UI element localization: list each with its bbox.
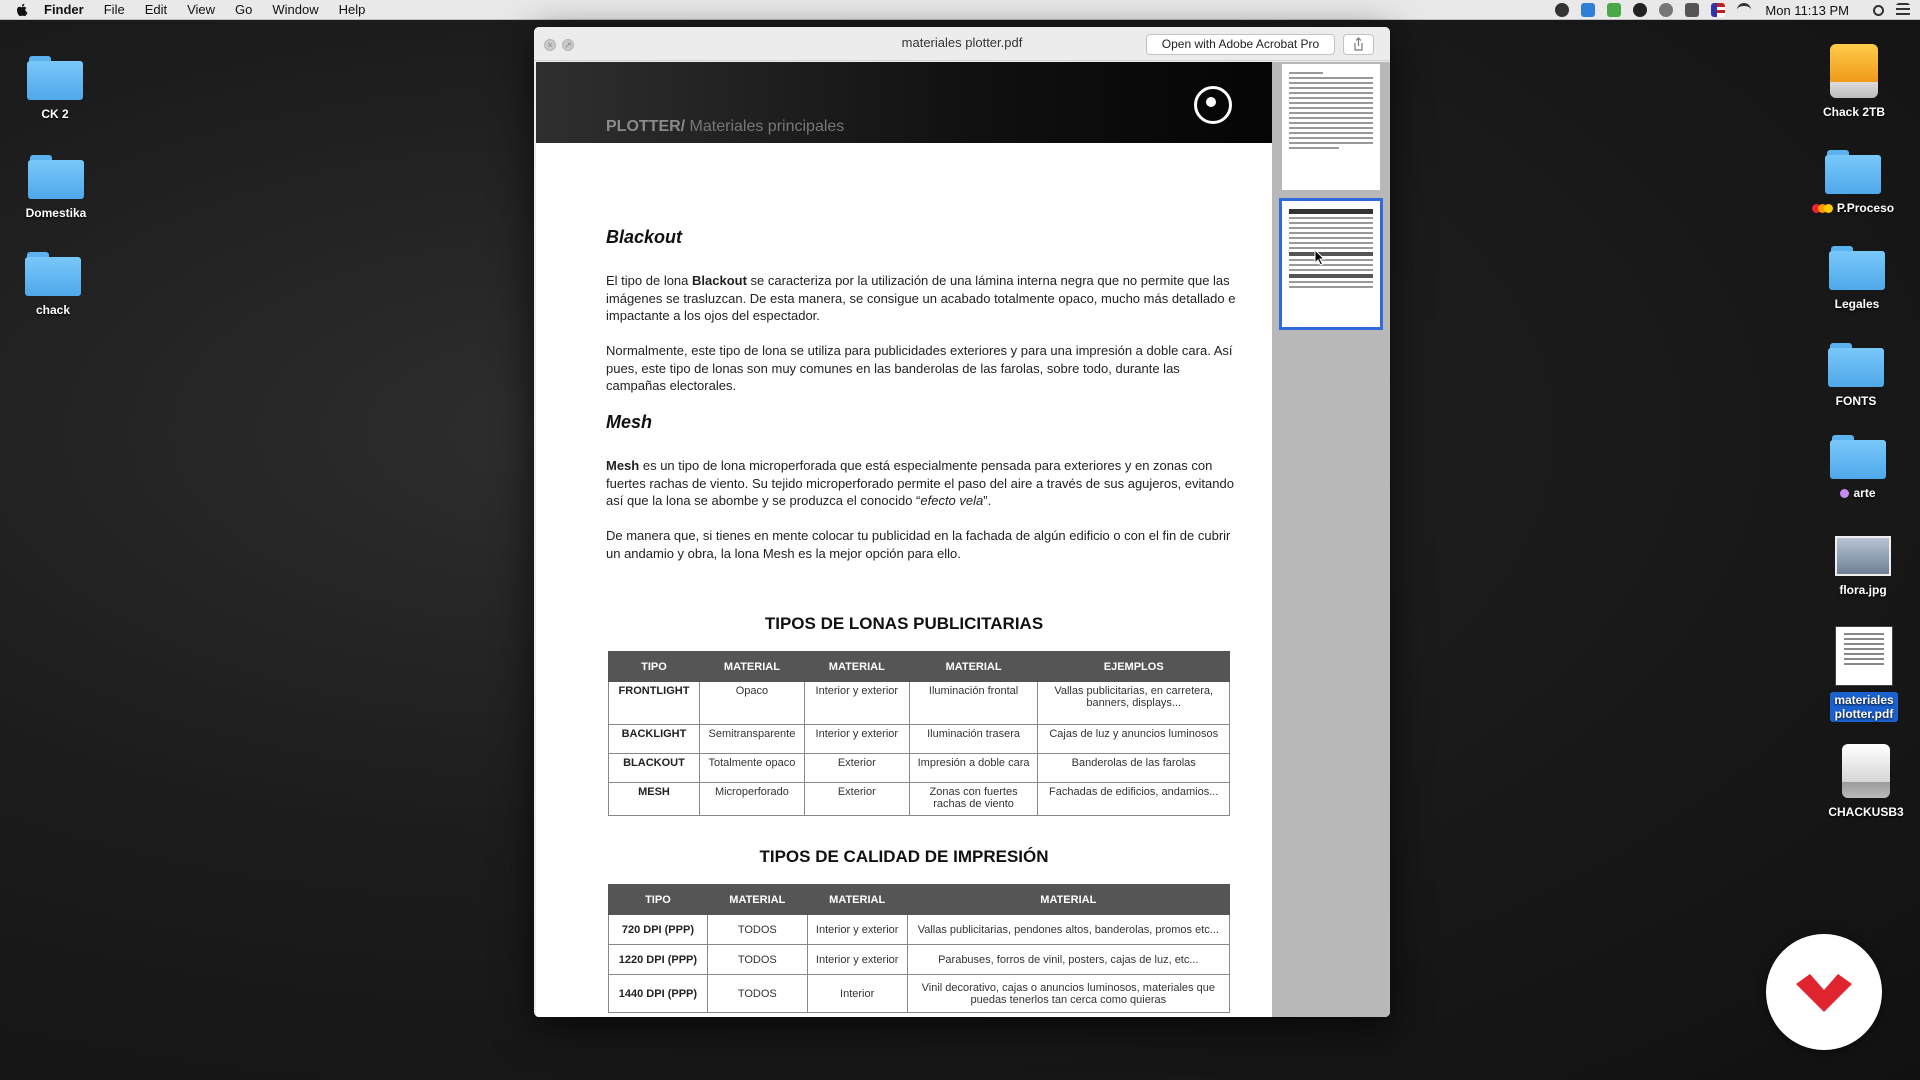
airplay-icon[interactable] — [1685, 3, 1699, 17]
table-cell: TODOS — [707, 915, 807, 945]
domestika-logo-icon — [1766, 934, 1882, 1050]
menu-edit[interactable]: Edit — [144, 2, 168, 17]
table-cell: Zonas con fuertes rachas de viento — [909, 783, 1038, 816]
desktop-icon-label: CK 2 — [41, 107, 69, 121]
table-cell: TODOS — [707, 945, 807, 975]
window-title: materiales plotter.pdf — [901, 35, 1023, 50]
folder-icon — [1830, 435, 1886, 479]
table-cell: Impresión a doble cara — [909, 754, 1038, 783]
paragraph-blackout-2: Normalmente, este tipo de lona se utiliza para publicidades exteriores y para una impresión a doble cara. Así pues, este tipo de lonas son muy comunes en las banderolas de las farolas, sobre todo, durante las campañas electorales. — [606, 343, 1233, 393]
table-cell: Interior — [807, 975, 907, 1013]
table-cell: Semitransparente — [699, 725, 804, 754]
quick-look-window — [534, 27, 1390, 1017]
desktop-icon-label-text: arte — [1853, 486, 1876, 500]
wifi-icon[interactable] — [1737, 3, 1751, 17]
table-row — [609, 682, 1230, 725]
table-cell: Cajas de luz y anuncios luminosos — [1038, 725, 1230, 754]
paragraph-mesh-1 — [606, 457, 1236, 510]
header-title-rest: Materiales principales — [685, 118, 845, 135]
table-cell: Parabuses, forros de vinil, posters, cajas de luz, etc... — [907, 945, 1229, 975]
table-row — [609, 754, 1230, 783]
notification-center-icon[interactable] — [1896, 3, 1910, 17]
desktop-icon-label: Chack 2TB — [1822, 105, 1886, 119]
open-with-acrobat-button[interactable]: Open with Adobe Acrobat Pro — [1146, 34, 1335, 55]
table-header-cell: EJEMPLOS — [1038, 652, 1230, 682]
table-row — [609, 945, 1230, 975]
table-cell: TODOS — [707, 975, 807, 1013]
brand-logo-icon — [1194, 86, 1232, 124]
spotlight-search-icon[interactable] — [1873, 5, 1884, 16]
text: ”. — [983, 493, 992, 508]
skype-icon[interactable] — [1633, 3, 1647, 17]
table-header-row — [609, 652, 1230, 682]
heading-blackout: Blackout — [606, 227, 683, 247]
table-cell: Opaco — [699, 682, 804, 725]
desktop-icon-label: CHACKUSB3 — [1828, 805, 1904, 819]
desktop-folder-chack[interactable] — [3, 252, 103, 318]
table-row — [609, 725, 1230, 754]
table-header-cell: TIPO — [609, 885, 708, 915]
apple-logo-icon[interactable] — [14, 2, 30, 18]
paragraph-blackout-1 — [606, 272, 1236, 325]
desktop-folder-fonts[interactable] — [1806, 343, 1906, 409]
domestika-badge — [1766, 934, 1882, 1050]
text: se caracteriza por la utilización de una lámina interna negra que no permite que las imágenes se trasluzcan. De esta manera, se consigue un acabado totalmente opaco, mucho más detallado e impactante a los ojos del espectador. — [606, 273, 1236, 323]
folder-icon — [25, 252, 81, 296]
quick-look-titlebar — [534, 27, 1390, 61]
text: El tipo de lona — [606, 273, 693, 288]
desktop-drive-chackusb3[interactable] — [1816, 744, 1916, 820]
text-bold: Mesh — [606, 458, 640, 473]
table-header-cell: MATERIAL — [807, 885, 907, 915]
image-thumbnail-icon — [1835, 536, 1891, 576]
table-header-row — [609, 885, 1230, 915]
text: es un tipo de lona microperforada que está especialmente pensada para exteriores y en zonas con fuertes rachas de viento. Su tejido microperforado permite el paso del aire a través de sus agujeros, evitando así que la lona se abombe y se produzca el conocido “ — [606, 458, 1234, 508]
desktop-folder-arte[interactable] — [1808, 435, 1908, 501]
menu-help[interactable]: Help — [338, 2, 366, 17]
external-drive-icon — [1830, 44, 1878, 98]
folder-icon — [1828, 343, 1884, 387]
desktop-icon-label: flora.jpg — [1839, 583, 1887, 597]
document-page[interactable] — [536, 62, 1272, 1017]
desktop-icon-label-text: P.Proceso — [1836, 201, 1895, 215]
tag-purple-icon — [1840, 489, 1849, 498]
table-row — [609, 783, 1230, 816]
usb-drive-icon — [1842, 744, 1890, 798]
desktop-icon-label: chack — [35, 303, 71, 317]
menu-view[interactable]: View — [187, 2, 216, 17]
table-row — [609, 975, 1230, 1013]
desktop-icon-label: FONTS — [1835, 394, 1877, 408]
table-header-cell: MATERIAL — [707, 885, 807, 915]
header-title-bold: PLOTTER/ — [606, 118, 686, 135]
menu-window[interactable]: Window — [272, 2, 319, 17]
desktop-icon-label: materiales plotter.pdf — [1830, 692, 1898, 722]
table-header-cell: MATERIAL — [699, 652, 804, 682]
table-cell: Interior y exterior — [807, 945, 907, 975]
table-lonas — [608, 651, 1230, 816]
table-header-cell: MATERIAL — [907, 885, 1229, 915]
paragraph-mesh-2: De manera que, si tienes en mente colocar tu publicidad en la fachada de algún edificio o con el fin de cubrir un andamio y obra, la lona Mesh es la mejor opción para ello. — [606, 528, 1231, 561]
table-cell: Exterior — [804, 783, 909, 816]
table-cell: Interior y exterior — [804, 725, 909, 754]
desktop-icon-label: Legales — [1834, 297, 1880, 311]
folder-icon — [27, 56, 83, 100]
table-lonas-title: TIPOS DE LONAS PUBLICITARIAS — [764, 614, 1044, 633]
table-cell: Iluminación trasera — [909, 725, 1038, 754]
text-italic: efecto vela — [920, 493, 984, 508]
document-header-banner — [536, 62, 1272, 143]
record-icon[interactable] — [1659, 3, 1673, 17]
menu-file[interactable]: File — [103, 2, 125, 17]
desktop-folder-ck2[interactable] — [5, 56, 105, 122]
desktop-folder-pproceso[interactable] — [1803, 150, 1903, 216]
table-cell: Vinil decorativo, cajas o anuncios luminosos, materiales que puedas tenerlos tan cerca como quieras — [907, 975, 1229, 1013]
heading-mesh: Mesh — [606, 412, 653, 432]
folder-icon — [1829, 246, 1885, 290]
document-header-title — [606, 118, 844, 136]
menu-bar — [0, 0, 1920, 20]
table-cell: Interior y exterior — [804, 682, 909, 725]
dropbox-icon[interactable] — [1581, 3, 1595, 17]
desktop-icon-label — [1808, 200, 1898, 216]
page-thumbnail-1[interactable] — [1282, 64, 1380, 190]
table-cell: Iluminación frontal — [909, 682, 1038, 725]
table-header-cell: TIPO — [609, 652, 700, 682]
fullscreen-icon[interactable]: ↗ — [562, 39, 574, 51]
share-button[interactable] — [1343, 34, 1374, 55]
desktop-icon-label — [1836, 485, 1879, 501]
menu-finder[interactable]: Finder — [44, 2, 84, 17]
table-cell: Interior y exterior — [807, 915, 907, 945]
pdf-thumbnail-icon — [1835, 626, 1893, 686]
flag-us-icon[interactable] — [1711, 3, 1725, 17]
table-header-cell: MATERIAL — [909, 652, 1038, 682]
table-cell: Vallas publicitarias, en carretera, banners, displays... — [1038, 682, 1230, 725]
creative-cloud-icon[interactable] — [1555, 3, 1569, 17]
share-icon — [1344, 35, 1373, 54]
menu-clock[interactable]: Mon 11:13 PM — [1765, 2, 1849, 18]
table-cell: MESH — [609, 783, 700, 816]
mouse-cursor-icon — [1314, 249, 1326, 267]
table-cell: BACKLIGHT — [609, 725, 700, 754]
tag-yellow-icon — [1824, 204, 1833, 213]
table-cell: Vallas publicitarias, pendones altos, banderolas, promos etc... — [907, 915, 1229, 945]
table-row — [609, 915, 1230, 945]
page-thumbnail-sidebar[interactable] — [1272, 62, 1390, 1017]
table-cell: FRONTLIGHT — [609, 682, 700, 725]
table-calidad-title: TIPOS DE CALIDAD DE IMPRESIÓN — [759, 847, 1049, 866]
desktop-folder-domestika[interactable] — [6, 155, 106, 221]
menu-go[interactable]: Go — [235, 2, 253, 17]
app-status-icon[interactable] — [1607, 3, 1621, 17]
table-cell: Totalmente opaco — [699, 754, 804, 783]
desktop-file-flora-jpg[interactable] — [1813, 536, 1913, 598]
table-cell: BLACKOUT — [609, 754, 700, 783]
close-icon[interactable]: × — [544, 39, 556, 51]
table-cell: Microperforado — [699, 783, 804, 816]
page-thumbnail-2[interactable] — [1282, 201, 1380, 327]
table-cell: Fachadas de edificios, andamios... — [1038, 783, 1230, 816]
folder-icon — [1825, 150, 1881, 194]
table-cell: Exterior — [804, 754, 909, 783]
table-cell: 1220 DPI (PPP) — [609, 945, 708, 975]
table-cell: Banderolas de las farolas — [1038, 754, 1230, 783]
desktop-file-materiales-plotter-pdf[interactable] — [1814, 626, 1914, 722]
table-header-cell: MATERIAL — [804, 652, 909, 682]
table-cell: 720 DPI (PPP) — [609, 915, 708, 945]
table-calidad — [608, 884, 1230, 1013]
desktop-folder-legales[interactable] — [1807, 246, 1907, 312]
desktop-icon-label: Domestika — [25, 206, 87, 220]
folder-icon — [28, 155, 84, 199]
text-bold: Blackout — [692, 273, 747, 288]
table-cell: 1440 DPI (PPP) — [609, 975, 708, 1013]
desktop-drive-chack-2tb[interactable] — [1804, 44, 1904, 120]
